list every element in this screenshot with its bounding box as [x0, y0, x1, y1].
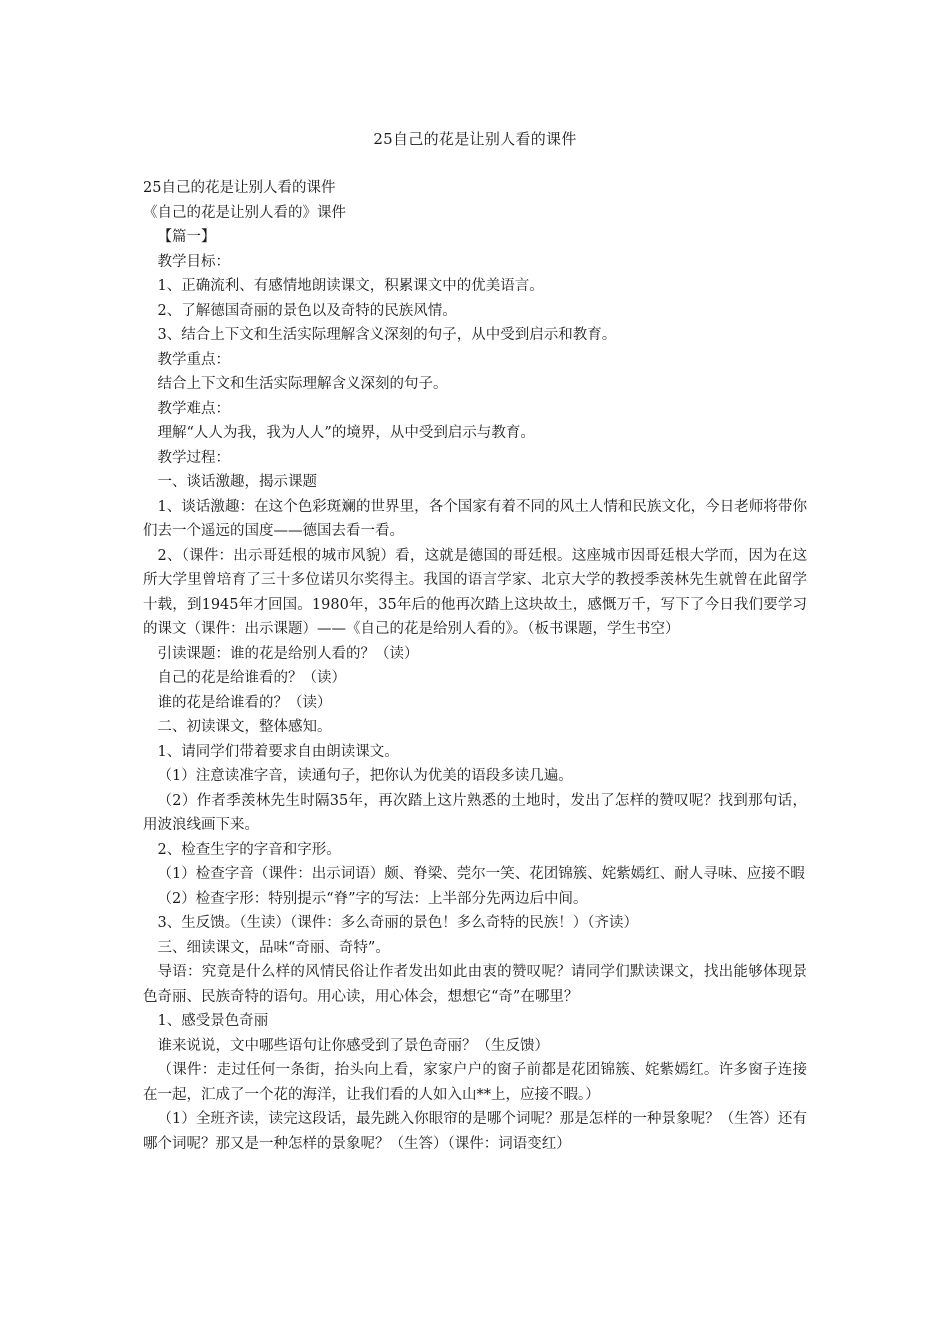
paragraph: 教学难点： [157, 400, 230, 417]
document-title: 25自己的花是让别人看的课件 [373, 130, 577, 148]
paragraph: 1、正确流利、有感情地朗读课文，积累课文中的优美语言。 [157, 278, 544, 294]
paragraph: 《自己的花是让别人看的》课件 [143, 204, 346, 221]
paragraph: （1）检查字音（课件：出示词语）颇、脊梁、莞尔一笑、花团锦簇、姹紫嫣红、耐人寻味、应接不暇 [157, 866, 805, 882]
paragraph: 结合上下文和生活实际理解含义深刻的句子。 [157, 376, 448, 392]
paragraph: 2、了解德国奇丽的景色以及奇特的民族风情。 [157, 302, 457, 319]
paragraph: 谁来说说，文中哪些语句让你感受到了景色奇丽？（生反馈） [157, 1037, 549, 1054]
paragraph: 自己的花是给谁看的？（读） [157, 670, 346, 686]
paragraph: 导语：究竟是什么样的风情民俗让作者发出如此由衷的赞叹呢？请同学们默读课文，找出能够体现景色奇丽、民族奇特的语句。用心读，用心体会，想想它“奇”在哪里？ [143, 964, 807, 1005]
paragraph: 3、结合上下文和生活实际理解含义深刻的句子，从中受到启示和教育。 [157, 327, 617, 343]
document-body [143, 176, 807, 1156]
paragraph: 1、谈话激趣：在这个色彩斑斓的世界里，各个国家有着不同的风土人情和民族文化，今日老师将带你们去一个遥远的国度——德国去看一看。 [143, 498, 807, 539]
paragraph: 理解“人人为我，我为人人”的境界，从中受到启示与教育。 [157, 425, 535, 441]
paragraph: （课件：走过任何一条街，抬头向上看，家家户户的窗子前都是花团锦簇、姹紫嫣红。许多窗子连接在一起，汇成了一个花的海洋，让我们看的人如入山**上，应接不暇。） [143, 1062, 807, 1103]
paragraph: 2、检查生字的字音和字形。 [157, 841, 341, 858]
paragraph: 二、初读课文，整体感知。 [157, 719, 332, 735]
paragraph: 教学过程： [157, 449, 230, 466]
paragraph: 1、感受景色奇丽 [157, 1013, 269, 1029]
paragraph: 一、谈话激趣，揭示课题 [157, 474, 317, 490]
paragraph: （1）注意读准字音，读通句子，把你认为优美的语段多读几遍。 [157, 768, 573, 784]
paragraph: 教学重点： [157, 351, 230, 368]
paragraph: （2）作者季羡林先生时隔35年，再次踏上这片熟悉的土地时，发出了怎样的赞叹呢？找到那句话，用波浪线画下来。 [143, 792, 807, 833]
paragraph: （1）全班齐读，读完这段话，最先跳入你眼帘的是哪个词呢？那是怎样的一种景象呢？（生答）还有哪个词呢？那又是一种怎样的景象呢？（生答）（课件：词语变红） [143, 1111, 807, 1152]
paragraph: 【篇一】 [157, 229, 216, 245]
paragraph: 3、生反馈。（生读）（课件：多么奇丽的景色！多么奇特的民族！）（齐读） [157, 915, 638, 931]
paragraph: 谁的花是给谁看的？（读） [157, 694, 332, 711]
paragraph: 引读课题：谁的花是给别人看的？（读） [157, 645, 419, 662]
paragraph: 三、细读课文，品味“奇丽、奇特”。 [157, 939, 390, 956]
paragraph: （2）检查字形：特别提示“脊”字的写法：上半部分先两边后中间。 [157, 890, 588, 907]
paragraph: 教学目标： [157, 253, 230, 270]
paragraph: 2、（课件：出示哥廷根的城市风貌）看，这就是德国的哥廷根。这座城市因哥廷根大学而，因为在这所大学里曾培育了三十多位诺贝尔奖得主。我国的语言学家、北京大学的教授季羡林先生就曾在此留学十载，到1945年才回国。1980年，35年后的他再次踏上这块故土，感慨万千，写下了今日我们要学习的课文（课件：出示课题）——《自己的花是给别人看的》。（板书课题，学生书空） [143, 547, 807, 637]
paragraph: 1、请同学们带着要求自由朗读课文。 [157, 743, 399, 760]
paragraph: 25自己的花是让别人看的课件 [143, 180, 336, 196]
